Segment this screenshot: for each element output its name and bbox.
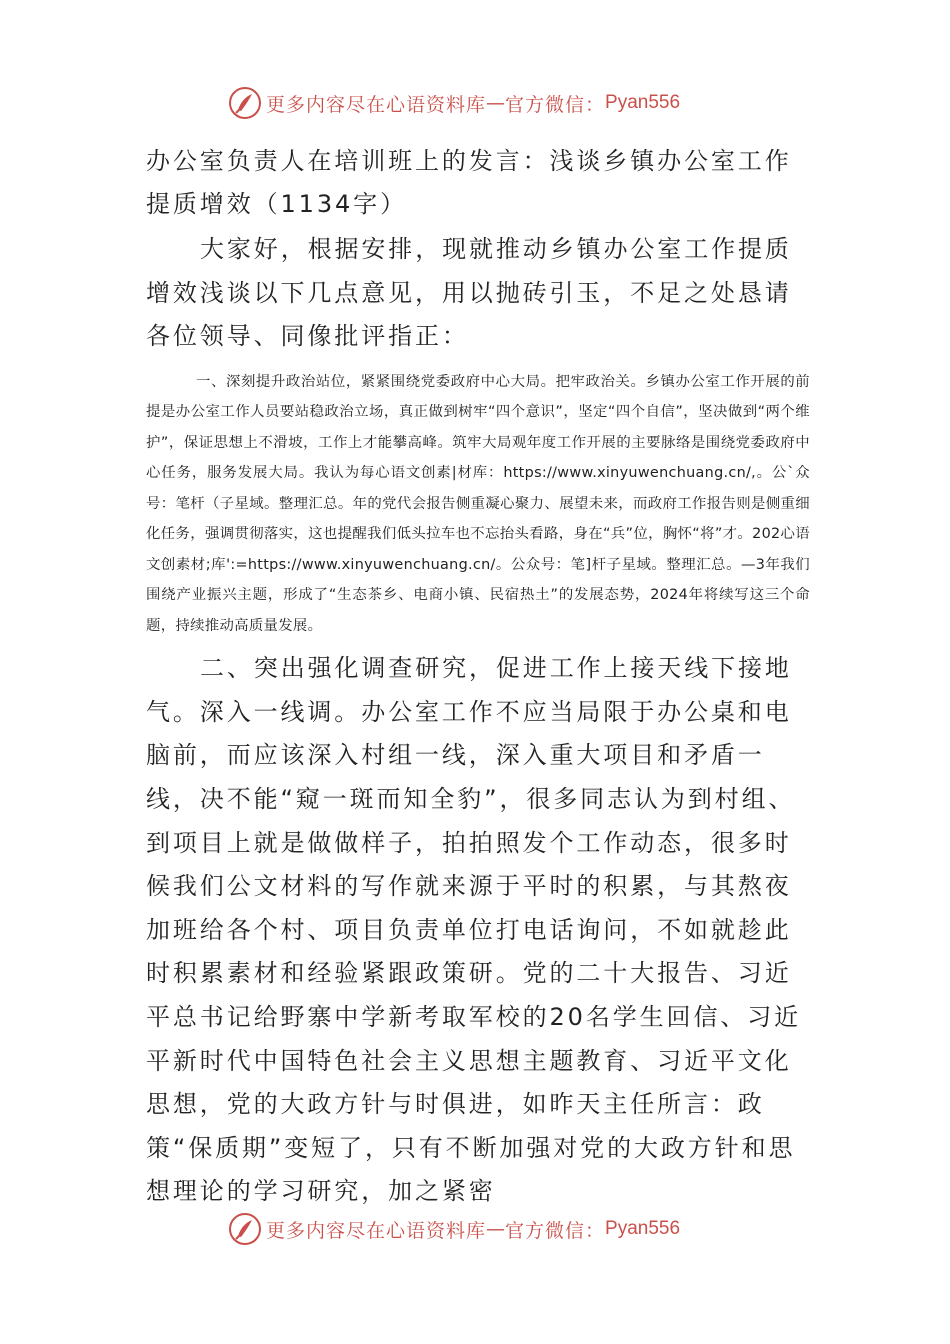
banner-wechat-id: Pyan556: [605, 1218, 681, 1239]
banner-text: 更多内容尽在心语资料库: [266, 1219, 487, 1242]
header-watermark-banner: [228, 86, 748, 120]
banner-text: 更多内容尽在心语资料库: [266, 93, 487, 116]
section-one-paragraph: 一、深刻提升政治站位，紧紧围绕党委政府中心大局。把牢政治关。乡镇办公室工作开展的前提是办公室工作人员要站稳政治立场，真正做到树牢“四个意识”，坚定“四个自信”，坚决做到“两个维护”，保证思想上不滑坡，工作上才能攀高峰。筑牢大局观年度工作开展的主要脉络是围绕党委政府中心任务，服务发展大局。我认为每心语文创素|材库：https://www.xinyuwenchuang.cn/,。公`众号：笔杆（子星域。整理汇总。年的党代会报告侧重凝心聚力、展望未来，而政府工作报告则是侧重细化任务，强调贯彻落实，这也提醒我们低头拉车也不忘抬头看路，身在“兵”位，胸怀“将”才。202心语文创素材;库':=https://www.xinyuwenchuang.cn/。公众号：笔]杆子星域。整理汇总。—3年我们围绕产业振兴主题，形成了“生态茶乡、电商小镇、民宿热土”的发展态势，2024年将续写这三个命题，持续推动高质量发展。: [146, 373, 810, 634]
section-two-paragraph: 二、突出强化调查研究，促进工作上接天线下接地气。深入一线调。办公室工作不应当局限于办公桌和电脑前，而应该深入村组一线，深入重大项目和矛盾一线，决不能“窥一斑而知全豹”，很多同志认为到村组、到项目上就是做做样子，拍拍照发个工作动态，很多时候我们公文材料的写作就来源于平时的积累，与其熬夜加班给各个村、项目负责单位打电话询问，不如就趁此时积累素材和经验紧跟政策研。党的二十大报告、习近平总书记给野寨中学新考取军校的20名学生回信、习近平新时代中国特色社会主义思想主题教育、习近平文化思想，党的大政方针与时俱进，如昨天主任所言：政策“保质期”变短了，只有不断加强对党的大政方针和思想理论的学习研究，加之紧密: [146, 654, 802, 1206]
banner-suffix: 官方微信：: [505, 1219, 606, 1242]
brush-logo-icon: [228, 86, 262, 120]
banner-separator: —: [486, 92, 506, 114]
banner-separator: —: [486, 1218, 506, 1240]
banner-suffix: 官方微信：: [505, 93, 606, 116]
footer-watermark-banner: [228, 1212, 748, 1246]
intro-paragraph: 大家好，根据安排，现就推动乡镇办公室工作提质增效浅谈以下几点意见，用以抛砖引玉，不足之处恳请各位领导、同像批评指正：: [146, 235, 792, 351]
document-title: 办公室负责人在培训班上的发言：浅谈乡镇办公室工作提质增效（1134字）: [146, 147, 792, 218]
banner-wechat-id: Pyan556: [605, 92, 681, 113]
document-body: [146, 140, 810, 1214]
brush-logo-icon: [228, 1212, 262, 1246]
